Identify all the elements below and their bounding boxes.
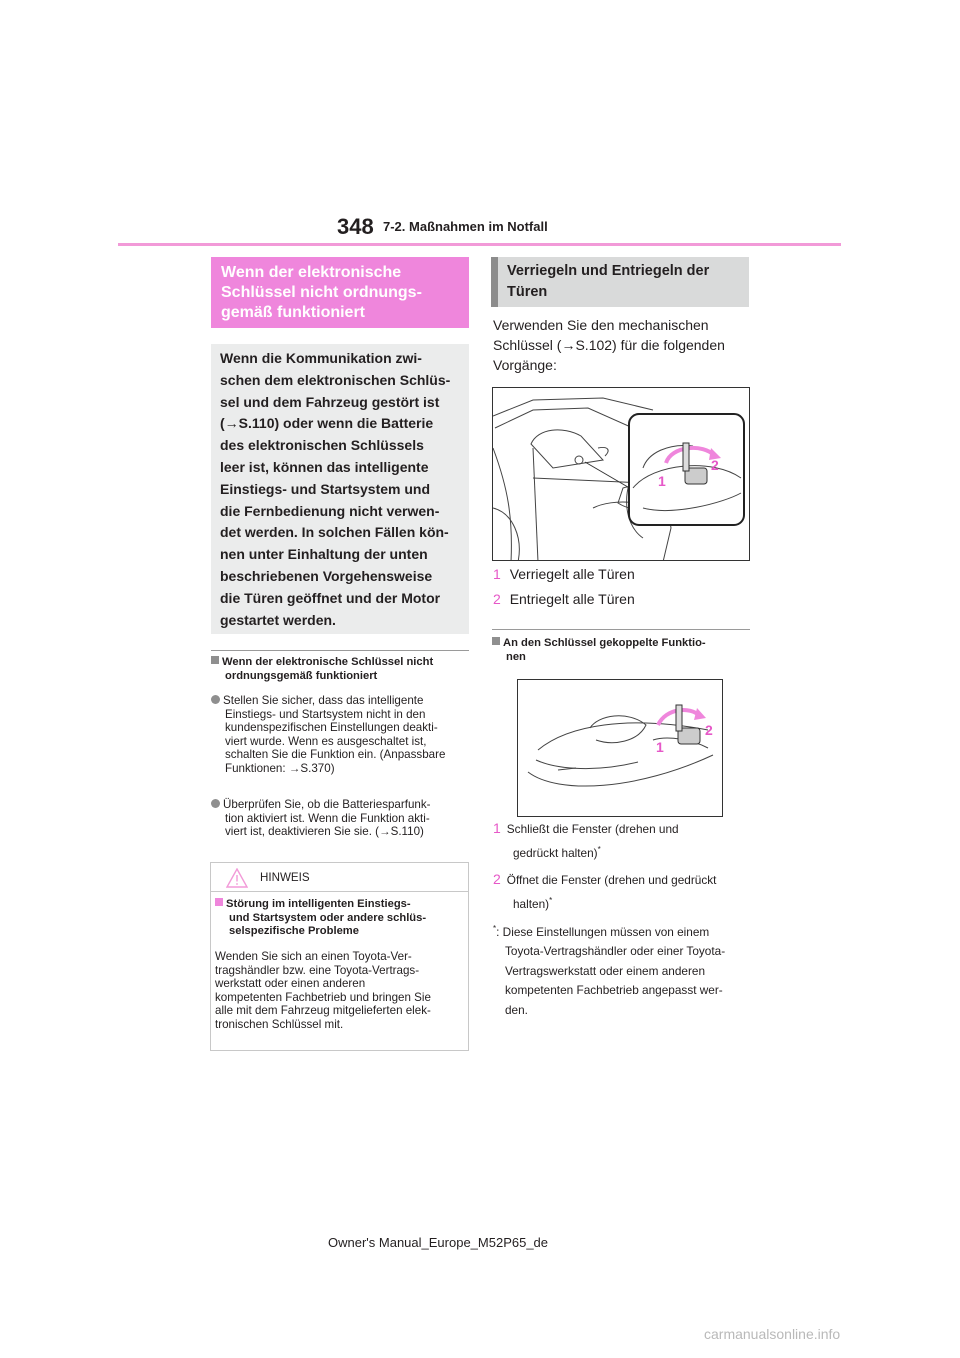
notice-body-line: Wenden Sie sich an einen Toyota-Ver- (215, 950, 412, 963)
intro-box (211, 344, 469, 634)
intro-line: beschriebenen Vorgehensweise (220, 567, 433, 584)
bullet-line: kundenspezifischen Einstellungen deakti- (225, 721, 438, 735)
notice-body-line: kompetenten Fachbetrieb und bringen Sie (215, 990, 431, 1004)
notice-body-line: werkstatt oder einen anderen (215, 977, 366, 991)
notice-body-line: tragshändler bzw. eine Toyota-Vertrags- (215, 963, 420, 977)
intro-line: schen dem elektronischen Schlüs- (220, 371, 451, 388)
notice-body-line: tronischen Schlüssel mit. (215, 1017, 344, 1031)
intro-line: sel und dem Fahrzeug gestört ist (220, 393, 440, 410)
legend-text: halten) (513, 896, 550, 911)
square-bullet-icon (492, 637, 500, 645)
subheading-line: Wenn der elektronische Schlüssel nicht (222, 656, 434, 668)
callout-1: 1 (656, 739, 664, 755)
intro-line: die Türen geöffnet und der Motor (220, 589, 441, 606)
intro-line: des elektronischen Schlüssels (220, 437, 424, 454)
notice-heading-line: selspezifische Probleme (229, 925, 359, 937)
intro-line: leer ist, können das intelligente (220, 458, 429, 475)
bullet-line: viert wurde. Wenn es ausgeschaltet ist, (225, 734, 427, 748)
intro-line: die Fernbedienung nicht verwen- (220, 502, 440, 519)
legend-item (493, 566, 635, 582)
divider (492, 629, 750, 630)
footnote (493, 919, 725, 1020)
bullet-line: Stellen Sie sicher, dass das intelligente (223, 694, 424, 707)
bullet-item (211, 798, 431, 839)
legend-text: Entriegelt alle Türen (509, 591, 635, 607)
footnote-line: Vertragswerkstatt oder einem anderen (505, 963, 705, 978)
right-intro (493, 316, 725, 375)
circle-bullet-icon (211, 799, 220, 808)
footnote-line: den. (505, 1002, 528, 1017)
watermark: carmanualsonline.info (704, 1326, 841, 1342)
asterisk: * (549, 895, 553, 905)
car-door-icon (493, 388, 750, 561)
left-section-title (211, 257, 469, 328)
square-bullet-icon (211, 656, 219, 664)
intro-line: Verwenden Sie den mechanischen (493, 317, 709, 333)
subheading-line: nen (506, 650, 526, 663)
title-line: Türen (507, 284, 548, 300)
title-line: Wenn der elektronische (221, 264, 402, 281)
legend-text: Öffnet die Fenster (drehen und gedrückt (506, 873, 717, 887)
bullet-line: Überprüfen Sie, ob die Batteriesparfunk- (223, 798, 431, 811)
door-handle-icon (518, 680, 723, 817)
notice-divider (211, 891, 468, 892)
notice-body (215, 950, 431, 1032)
notice-heading-line: Störung im intelligenten Einstiegs- (226, 898, 411, 910)
door-lock-illustration (492, 387, 750, 561)
door-handle-illustration (517, 679, 723, 817)
intro-line: Vorgänge: (493, 356, 557, 373)
subheading (492, 637, 706, 664)
bullet-line: schalten Sie die Funktion ein. (Anpassbare (225, 748, 446, 762)
footnote-marker: * (493, 924, 497, 933)
legend-text: Schließt die Fenster (drehen und (506, 822, 679, 836)
bullet-line: viert ist, deaktivieren Sie sie. (→S.110) (225, 825, 424, 839)
bullet-line: Einstiegs- und Startsystem nicht in den (225, 707, 426, 721)
intro-line: Einstiegs- und Startsystem und (220, 480, 431, 497)
square-bullet-icon (215, 898, 223, 906)
legend-text: Verriegelt alle Türen (509, 566, 635, 582)
notice-heading (215, 898, 426, 939)
asterisk: * (597, 844, 601, 854)
circle-bullet-icon (211, 695, 220, 704)
subheading-line: ordnungsgemäß funktioniert (225, 669, 378, 682)
notice-body-line: alle mit dem Fahrzeug mitgelieferten elek- (215, 1004, 431, 1018)
intro-line: (→S.110) oder wenn die Batterie (220, 415, 434, 432)
header-divider (118, 243, 841, 246)
subheading (211, 656, 433, 683)
legend-item (493, 591, 635, 607)
intro-line: det werden. In solchen Fällen kön- (220, 524, 449, 541)
legend-item (493, 819, 679, 863)
legend-number: 2 (493, 871, 501, 887)
title-line: Verriegeln und Entriegeln der (507, 263, 710, 279)
legend-number: 1 (493, 566, 501, 582)
footnote-line: : Diese Einstellungen müssen von einem (496, 924, 710, 939)
footnote-line: Toyota-Vertragshändler oder einer Toyota- (505, 944, 726, 959)
intro-line: gestartet werden. (220, 611, 336, 628)
intro-line: nen unter Einhaltung der unten (220, 546, 428, 563)
bullet-line: Funktionen: →S.370) (225, 761, 335, 775)
intro-line: Schlüssel (→S.102) für die folgenden (493, 336, 725, 353)
title-line: Schlüssel nicht ordnungs- (221, 284, 422, 301)
title-line: gemäß funktioniert (221, 304, 366, 321)
bullet-item (211, 694, 445, 776)
notice-heading-line: und Startsystem oder andere schlüs- (229, 911, 427, 924)
legend-text: gedrückt halten) (513, 845, 598, 860)
bullet-line: tion aktiviert ist. Wenn die Funktion akti- (225, 811, 430, 825)
footnote-line: kompetenten Fachbetrieb angepasst wer- (505, 983, 723, 998)
subheading-line: An den Schlüssel gekoppelte Funktio- (503, 637, 706, 649)
callout-2: 2 (711, 457, 719, 473)
notice-label: HINWEIS (260, 871, 310, 884)
legend-number: 1 (493, 820, 501, 836)
chapter-title: 7-2. Maßnahmen im Notfall (383, 219, 548, 234)
divider (211, 650, 469, 651)
callout-1: 1 (658, 473, 666, 489)
right-section-title (491, 257, 749, 307)
footer-text: Owner's Manual_Europe_M52P65_de (328, 1235, 549, 1250)
callout-2: 2 (705, 722, 713, 738)
page-number: 348 (337, 214, 374, 239)
legend-item (493, 870, 716, 914)
warning-triangle-icon (226, 868, 248, 888)
intro-line: Wenn die Kommunikation zwi- (220, 350, 422, 366)
legend-number: 2 (493, 591, 501, 607)
